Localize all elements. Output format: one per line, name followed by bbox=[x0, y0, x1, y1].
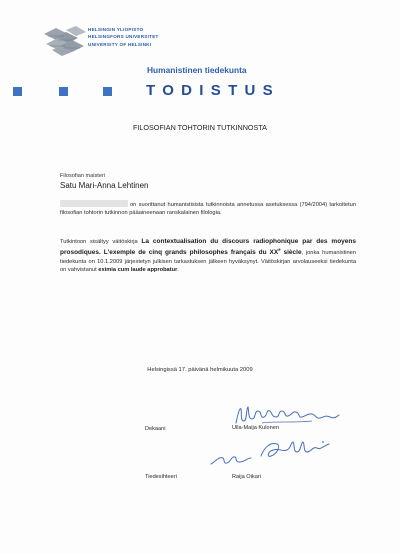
secretary-name: Raija Oikari bbox=[232, 474, 261, 480]
secretary-signature-icon bbox=[205, 436, 335, 470]
thesis-paragraph-end: . bbox=[177, 267, 179, 274]
thesis-title-main: La contextualisation du discours radiophonique par des moyens prosodiques. L'exemple de cinq grands philosophes français du XX bbox=[60, 238, 356, 257]
decor-square-2 bbox=[59, 87, 68, 96]
degree-subtitle: FILOSOFIAN TOHTORIN TUTKINNOSTA bbox=[133, 123, 267, 132]
university-name-fi: HELSINGIN YLIOPISTO bbox=[88, 27, 144, 32]
dean-name: Ulla-Maija Kulonen bbox=[232, 425, 279, 431]
faculty-name: Humanistinen tiedekunta bbox=[147, 65, 247, 75]
secretary-role: Tiedesihteeri bbox=[145, 474, 177, 480]
recipient-name: Satu Mari-Anna Lehtinen bbox=[60, 181, 149, 190]
grade-text: eximia cum laude approbatur bbox=[98, 267, 178, 274]
dean-role: Dekaani bbox=[145, 426, 166, 432]
place-and-date: Helsingissä 17. päivänä helmikuuta 2009 bbox=[147, 367, 253, 373]
thesis-intro: Tutkintoon sisältyy väitöskirja bbox=[60, 239, 138, 245]
decor-square-1 bbox=[13, 87, 22, 96]
previous-degree-label: Filosofian maisteri bbox=[60, 173, 106, 179]
university-name-block bbox=[88, 26, 159, 48]
thesis-title-end: siècle bbox=[283, 249, 302, 257]
university-name-sv: HELSINGFORS UNIVERSITET bbox=[88, 34, 159, 40]
completion-paragraph bbox=[60, 200, 356, 218]
thesis-paragraph bbox=[60, 238, 356, 274]
redacted-id-block bbox=[60, 200, 128, 207]
university-logo-icon bbox=[42, 24, 90, 58]
completion-text: on suorittanut humanistisista tutkinnoista annetussa asetuksessa (794/2004) tarkoitetun filosofian tohtorin tutkinnon pääaineenaan ranskalainen filologia. bbox=[60, 202, 356, 217]
thesis-approval-text: , jonka humanistinen tiedekunta on 10.1.2009 järjestetyn julkisen tarkastuksen jälkeen hyväksynyt. Väitöskirjan arvolauseeksi tiedekunta on vahvistanut bbox=[60, 250, 356, 274]
document-title: TODISTUS bbox=[146, 82, 280, 99]
university-name-en: UNIVERSITY OF HELSINKI bbox=[88, 41, 152, 47]
decor-square-3 bbox=[103, 87, 112, 96]
thesis-title-sup: e bbox=[278, 247, 281, 253]
